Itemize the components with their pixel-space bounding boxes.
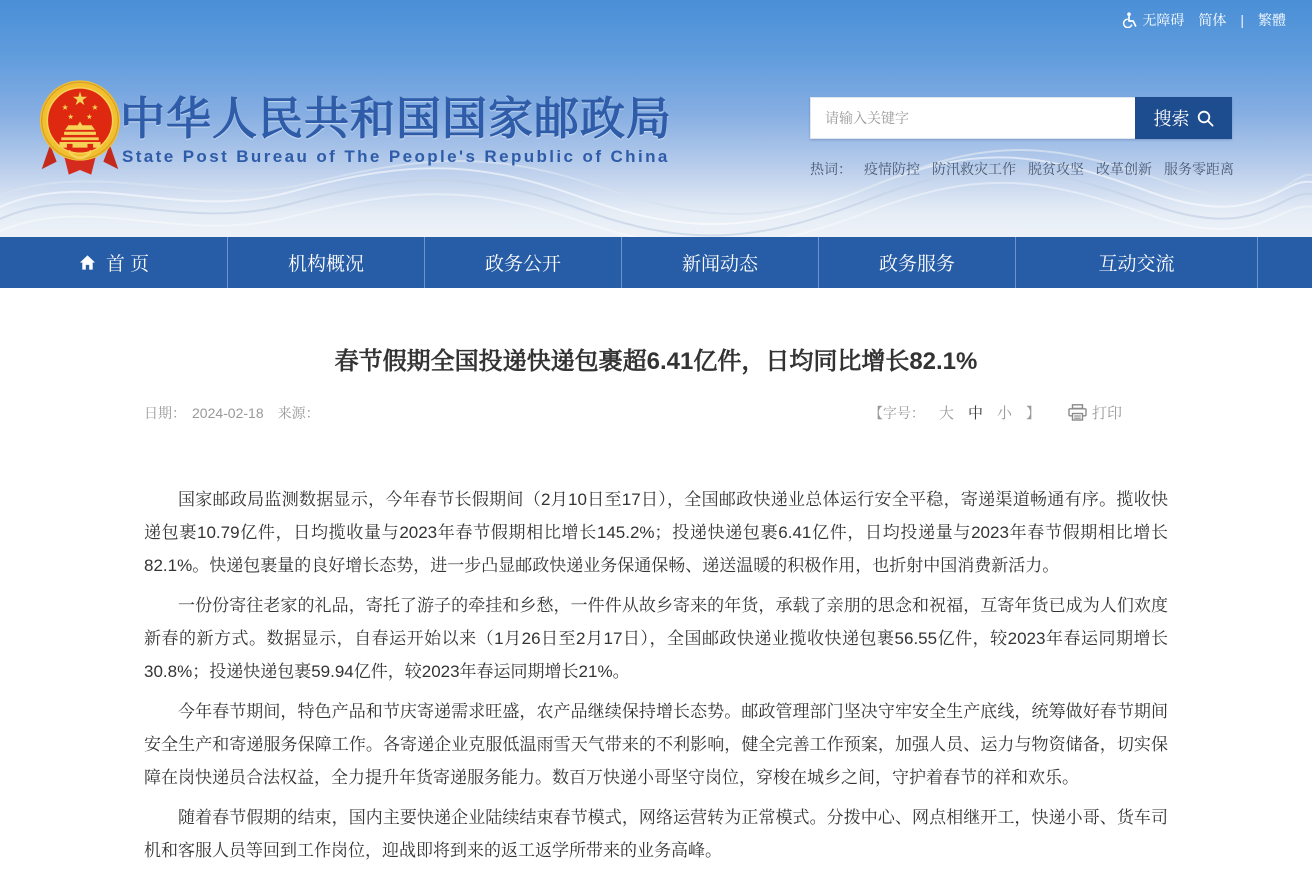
search-input[interactable]: [810, 97, 1135, 139]
accessibility-label: 无障碍: [1142, 12, 1185, 28]
search-box: [810, 97, 1232, 139]
article-meta-left: [144, 403, 320, 423]
nav-item-gov-disclosure[interactable]: [425, 237, 622, 288]
nav-item-label: 政务服务: [878, 254, 955, 275]
article-body: [144, 483, 1168, 867]
article-paragraph: 今年春节期间，特色产品和节庆寄递需求旺盛，农产品继续保持增长态势。邮政管理部门坚决守牢安全生产底线，统筹做好春节期间安全生产和寄递服务保障工作。各寄递企业克服低温雨雪天气带来的不利影响，健全完善工作预案，加强人员、运力与物资储备，切实保障在岗快递员合法权益，全力提升年货寄递服务能力。数百万快递小哥坚守岗位，穿梭在城乡之间，守护着春节的祥和欢乐。: [144, 702, 1168, 787]
site-header: [0, 0, 1312, 237]
date-value: 2024-02-18: [192, 404, 264, 421]
nav-item-news[interactable]: [622, 237, 819, 288]
topbar: [1122, 10, 1286, 30]
accessibility-link[interactable]: [1122, 10, 1184, 30]
nav-item-label: 新闻动态: [681, 254, 758, 275]
font-size-small-button[interactable]: 小: [996, 405, 1012, 422]
nav-item-home[interactable]: [0, 237, 228, 288]
main-nav: [0, 237, 1312, 288]
hotwords-bar: [810, 159, 1234, 179]
font-size-control: [869, 402, 1122, 423]
nav-item-interaction[interactable]: [1016, 237, 1258, 288]
hotword-link[interactable]: 脱贫攻坚: [1028, 161, 1084, 177]
font-size-large-button[interactable]: 大: [938, 405, 954, 422]
traditional-chinese-link[interactable]: 繁體: [1258, 12, 1286, 28]
nav-item-gov-services[interactable]: [819, 237, 1016, 288]
article-meta: [144, 402, 1168, 423]
article-paragraph: 国家邮政局监测数据显示，今年春节长假期间（2月10日至17日），全国邮政快递业总体运行安全平稳，寄递渠道畅通有序。揽收快递包裹10.79亿件，日均揽收量与2023年春节假期相比增长145.2%；投递快递包裹6.41亿件，日均投递量与2023年春节假期相比增长82.1%。快递包裹量的良好增长态势，进一步凸显邮政快递业务保通保畅、递送温暖的积极作用，也折射中国消费新活力。: [144, 490, 1168, 575]
hotword-link[interactable]: 疫情防控: [864, 161, 920, 177]
hotwords-label: 热词：: [810, 161, 852, 177]
topbar-divider: |: [1240, 12, 1244, 28]
article-container: [144, 288, 1168, 867]
nav-item-label: 机构概况: [287, 254, 364, 275]
font-size-bracket-close: 】: [1025, 404, 1040, 421]
nav-item-organization[interactable]: [228, 237, 425, 288]
source-label: 来源：: [277, 404, 320, 421]
page-title: 春节假期全国投递快递包裹超6.41亿件，日均同比增长82.1%: [334, 348, 978, 375]
hotword-link[interactable]: 服务零距离: [1164, 161, 1234, 177]
site-subtitle: State Post Bureau of The People's Republic of China: [122, 147, 670, 166]
font-size-bracket-open: 【字号：: [868, 404, 925, 421]
nav-item-label: 政务公开: [484, 254, 561, 275]
article-paragraph: 一份份寄往老家的礼品，寄托了游子的牵挂和乡愁，一件件从故乡寄来的年货，承载了亲朋的思念和祝福，互寄年货已成为人们欢度新春的新方式。数据显示，自春运开始以来（1月26日至2月17日），全国邮政快递业揽收快递包裹56.55亿件，较2023年春运同期增长30.8%；投递快递包裹59.94亿件，较2023年春运同期增长21%。: [144, 596, 1168, 681]
wheelchair-icon: [1122, 12, 1137, 28]
print-label: 打印: [1091, 405, 1122, 422]
national-emblem-logo[interactable]: [38, 74, 122, 182]
home-icon: [78, 254, 97, 271]
nav-item-label: 首 页: [105, 254, 150, 275]
nav-filler: [1258, 237, 1312, 288]
search-button[interactable]: [1135, 97, 1232, 139]
date-label: 日期：: [144, 404, 186, 421]
printer-icon: [1068, 404, 1087, 421]
search-icon: [1197, 110, 1214, 127]
print-button[interactable]: [1068, 402, 1122, 423]
search-button-label: 搜索: [1153, 109, 1190, 129]
article-paragraph: 随着春节假期的结束，国内主要快递企业陆续结束春节模式，网络运营转为正常模式。分拨中心、网点相继开工，快递小哥、货车司机和客服人员等回到工作岗位，迎战即将到来的返工返学所带来的业务高峰。: [144, 808, 1168, 860]
site-title: 中华人民共和国国家邮政局: [120, 93, 673, 144]
simplified-chinese-link[interactable]: 简体: [1198, 12, 1227, 28]
font-size-medium-button[interactable]: 中: [967, 405, 983, 422]
hotword-link[interactable]: 改革创新: [1096, 161, 1152, 177]
nav-item-label: 互动交流: [1098, 254, 1175, 275]
hotword-link[interactable]: 防汛救灾工作: [932, 161, 1016, 177]
